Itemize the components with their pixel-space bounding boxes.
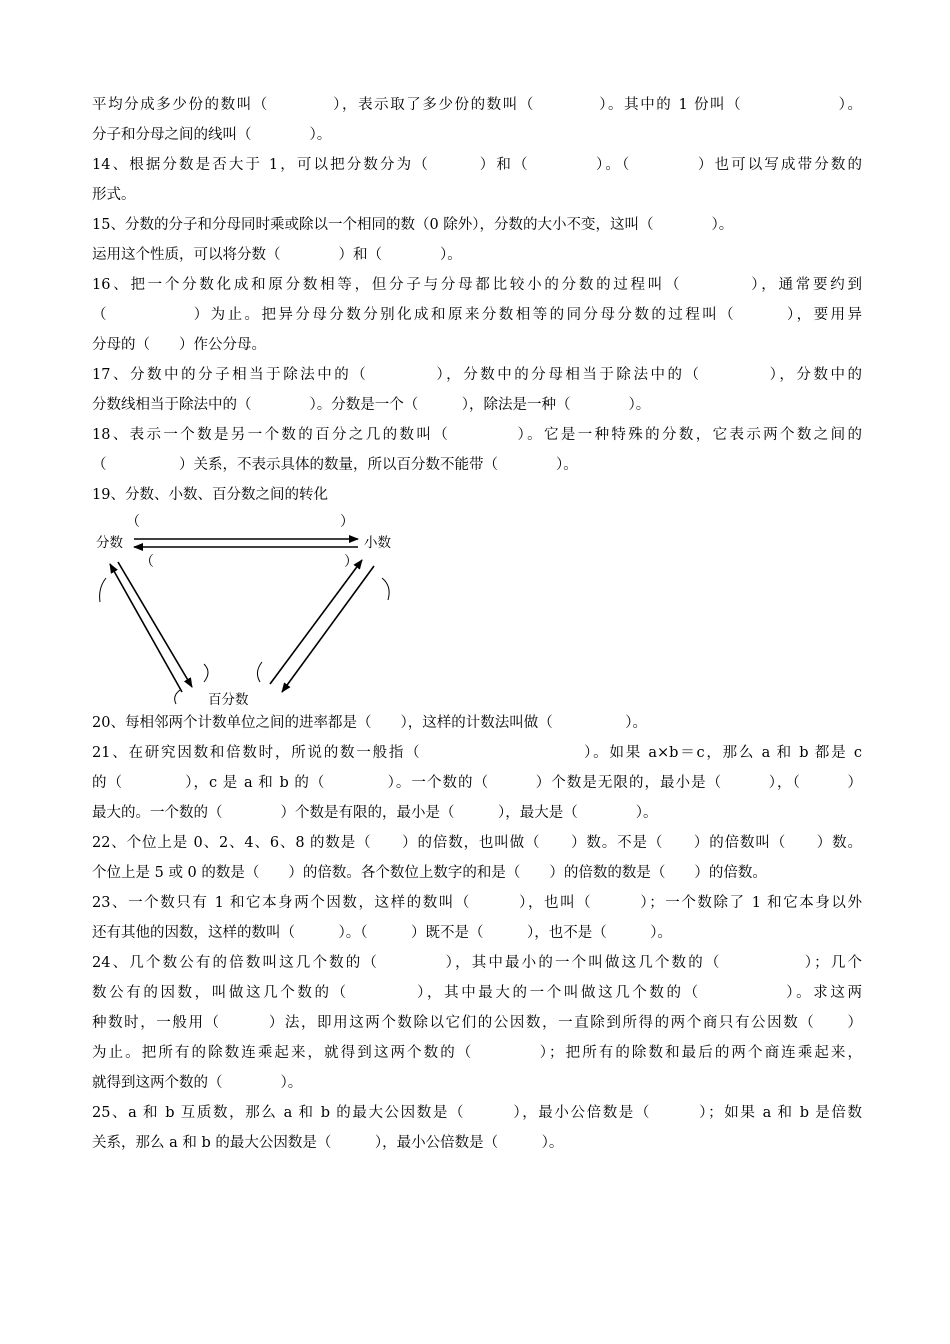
text-line-1: 平均分成多少份的数叫（ ），表示取了多少份的数叫（ ）。其中的 1 份叫（ ）。 — [92, 97, 862, 113]
question-17-line-1: 17、分数中的分子相当于除法中的（ ），分数中的分母相当于除法中的（ ），分数中的 — [92, 367, 862, 383]
question-16-line-2: （ ）为止。把异分母分数分别化成和原来分数相等的同分母分数的过程叫（ ），要用异 — [92, 307, 862, 323]
question-25-line-1: 25、a 和 b 互质数，那么 a 和 b 的最大公因数是（ ），最小公倍数是（ ）；如果 a 和 b 是倍数 — [92, 1105, 862, 1121]
question-23-line-2: 还有其他的因数，这样的数叫（ ）。（ ）既不是（ ），也不是（ ）。 — [92, 925, 672, 941]
question-20: 20、每相邻两个计数单位之间的进率都是（ ），这样的计数法叫做（ ）。 — [92, 715, 647, 731]
blank-paren-top-open: （ — [126, 514, 140, 530]
arrow-percent-to-fraction — [110, 564, 182, 692]
question-24-line-1: 24、几个数公有的倍数叫这几个数的（ ），其中最小的一个叫做这几个数的（ ）；几个 — [92, 955, 862, 971]
question-14-line-1: 14、根据分数是否大于 1，可以把分数分为（ ）和（ ）。（ ）也可以写成带分数的 — [92, 157, 862, 173]
text-line-2: 分子和分母之间的线叫（ ）。 — [92, 127, 332, 143]
arrow-percent-to-decimal — [270, 560, 362, 684]
question-22-line-2: 个位上是 5 或 0 的数是（ ）的倍数。各个数位上数字的和是（ ）的倍数的数是（ ）的倍数。 — [92, 865, 767, 881]
question-21-line-3: 最大的。一个数的（ ）个数是有限的，最小是（ ），最大是（ ）。 — [92, 805, 658, 821]
question-24-line-4: 为止。把所有的除数连乘起来，就得到这两个数的（ ）；把所有的除数和最后的两个商连乘起来， — [92, 1045, 862, 1061]
question-17-line-2: 分数线相当于除法中的（ ）。分数是一个（ ），除法是一种（ ）。 — [92, 397, 651, 413]
question-15-line-2: 运用这个性质，可以将分数（ ）和（ ）。 — [92, 247, 462, 263]
question-16-line-3: 分母的（ ）作公分母。 — [92, 337, 266, 353]
question-21-line-2: 的（ ），c 是 a 和 b 的（ ）。一个数的（ ）个数是无限的，最小是（ ），（ ） — [92, 775, 862, 791]
node-decimal: 小数 — [364, 535, 391, 551]
question-24-line-3: 种数时，一般用（ ）法，即用这两个数除以它们的公因数，一直除到所得的两个商只有公因数（ ） — [92, 1015, 862, 1031]
blank-paren-mid-close: ） — [344, 554, 358, 570]
arrow-decimal-to-percent — [282, 566, 374, 692]
node-percent: 百分数 — [208, 692, 249, 708]
blank-paren-top-close: ） — [340, 514, 354, 530]
question-14-line-2: 形式。 — [92, 187, 136, 203]
question-23-line-1: 23、一个数只有 1 和它本身两个因数，这样的数叫（ ），也叫（ ）；一个数除了 1 和它本身以外 — [92, 895, 862, 911]
question-22-line-1: 22、个位上是 0、2、4、6、8 的数是（ ）的倍数，也叫做（ ）数。不是（ ）的倍数叫（ ）数。 — [92, 835, 862, 851]
question-25-line-2: 关系，那么 a 和 b 的最大公因数是（ ），最小公倍数是（ ）。 — [92, 1135, 564, 1151]
question-19-title: 19、分数、小数、百分数之间的转化 — [92, 487, 328, 503]
question-24-line-5: 就得到这两个数的（ ）。 — [92, 1075, 303, 1091]
question-16-line-1: 16、把一个分数化成和原分数相等，但分子与分母都比较小的分数的过程叫（ ），通常要约到 — [92, 277, 862, 293]
node-fraction: 分数 — [96, 535, 123, 551]
blank-paren-mid-open: （ — [140, 554, 154, 570]
arrow-fraction-to-percent — [118, 562, 192, 687]
conversion-diagram — [92, 512, 412, 712]
question-15-line-1: 15、分数的分子和分母同时乘或除以一个相同的数（0 除外），分数的大小不变，这叫（ ）。 — [92, 217, 734, 233]
question-24-line-2: 数公有的因数，叫做这几个数的（ ），其中最大的一个叫做这几个数的（ ）。求这两 — [92, 985, 862, 1001]
question-21-line-1: 21、在研究因数和倍数时，所说的数一般指（ ）。如果 a×b＝c，那么 a 和 b 都是 c — [92, 745, 862, 761]
question-18-line-2: （ ）关系，不表示具体的数量，所以百分数不能带（ ）。 — [92, 457, 578, 473]
question-18-line-1: 18、表示一个数是另一个数的百分之几的数叫（ ）。它是一种特殊的分数，它表示两个数之间的 — [92, 427, 862, 443]
